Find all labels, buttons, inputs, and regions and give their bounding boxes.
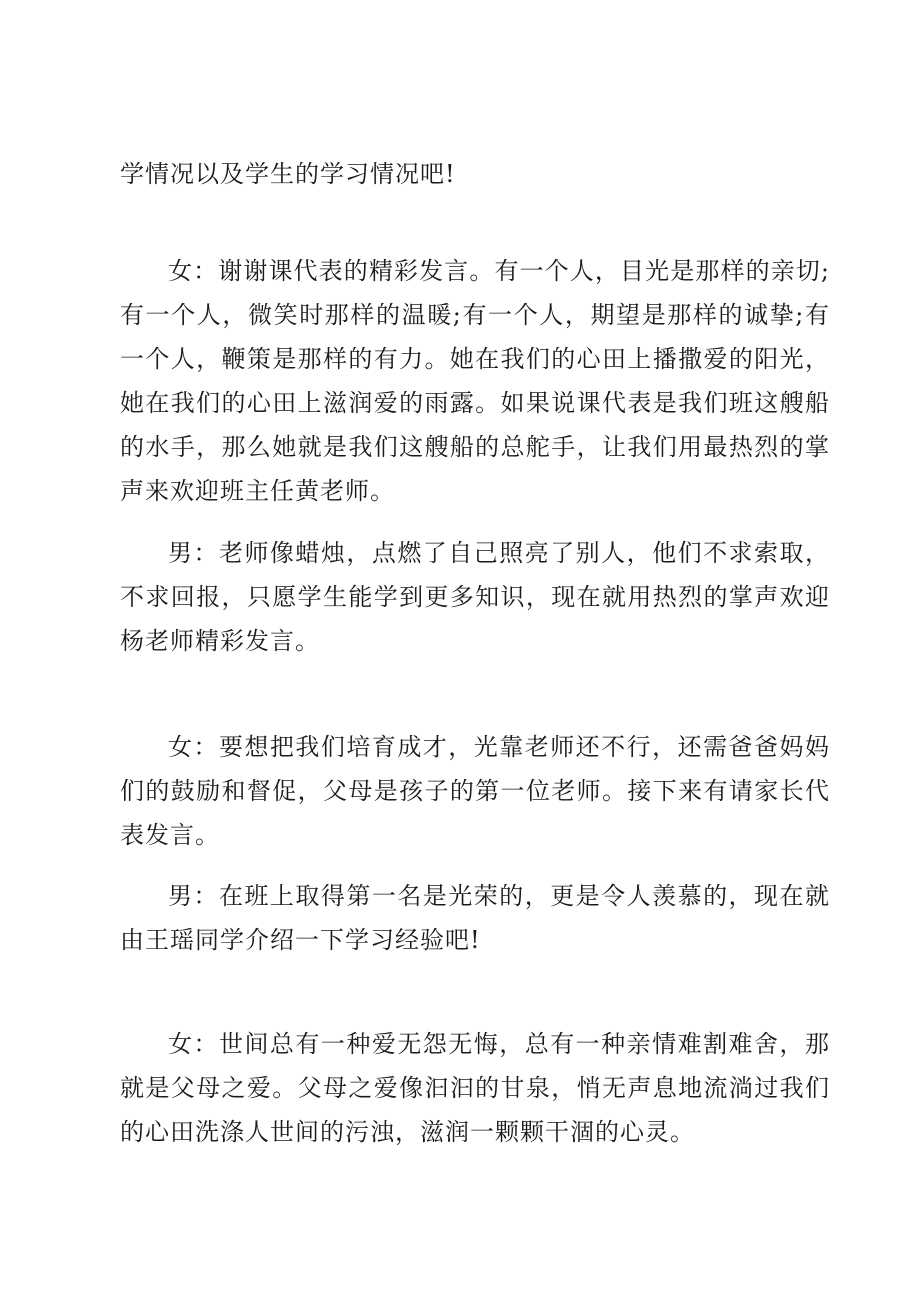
- paragraph-male-host-intro-student: 男：在班上取得第一名是光荣的，更是令人羡慕的，现在就由王瑶同学介绍一下学习经验吧!: [120, 882, 830, 954]
- paragraph-female-host-intro-parent: 女：要想把我们培育成才，光靠老师还不行，还需爸爸妈妈们的鼓励和督促，父母是孩子的第一位老师。接下来有请家长代表发言。: [120, 733, 830, 849]
- paragraph-female-host-parental-love: 女：世间总有一种爱无怨无悔，总有一种亲情难割难舍，那就是父母之爱。父母之爱像汩汩的甘泉，悄无声息地流淌过我们的心田洗涤人世间的污浊，滋润一颗颗干涸的心灵。: [120, 1030, 830, 1146]
- paragraph-continuation: 学情况以及学生的学习情况吧!: [120, 160, 456, 188]
- paragraph-female-host-intro-head-teacher: 女：谢谢课代表的精彩发言。有一个人，目光是那样的亲切;有一个人，微笑时那样的温暖;有一个人，期望是那样的诚挚;有一个人，鞭策是那样的有力。她在我们的心田上播撒爱的阳光，她在我们的心田上滋润爱的雨露。如果说课代表是我们班这艘船的水手，那么她就是我们这艘船的总舵手，让我们用最热烈的掌声来欢迎班主任黄老师。: [120, 257, 830, 505]
- paragraph-male-host-intro-teacher-yang: 男：老师像蜡烛，点燃了自己照亮了别人，他们不求索取，不求回报，只愿学生能学到更多知识，现在就用热烈的掌声欢迎杨老师精彩发言。: [120, 539, 830, 655]
